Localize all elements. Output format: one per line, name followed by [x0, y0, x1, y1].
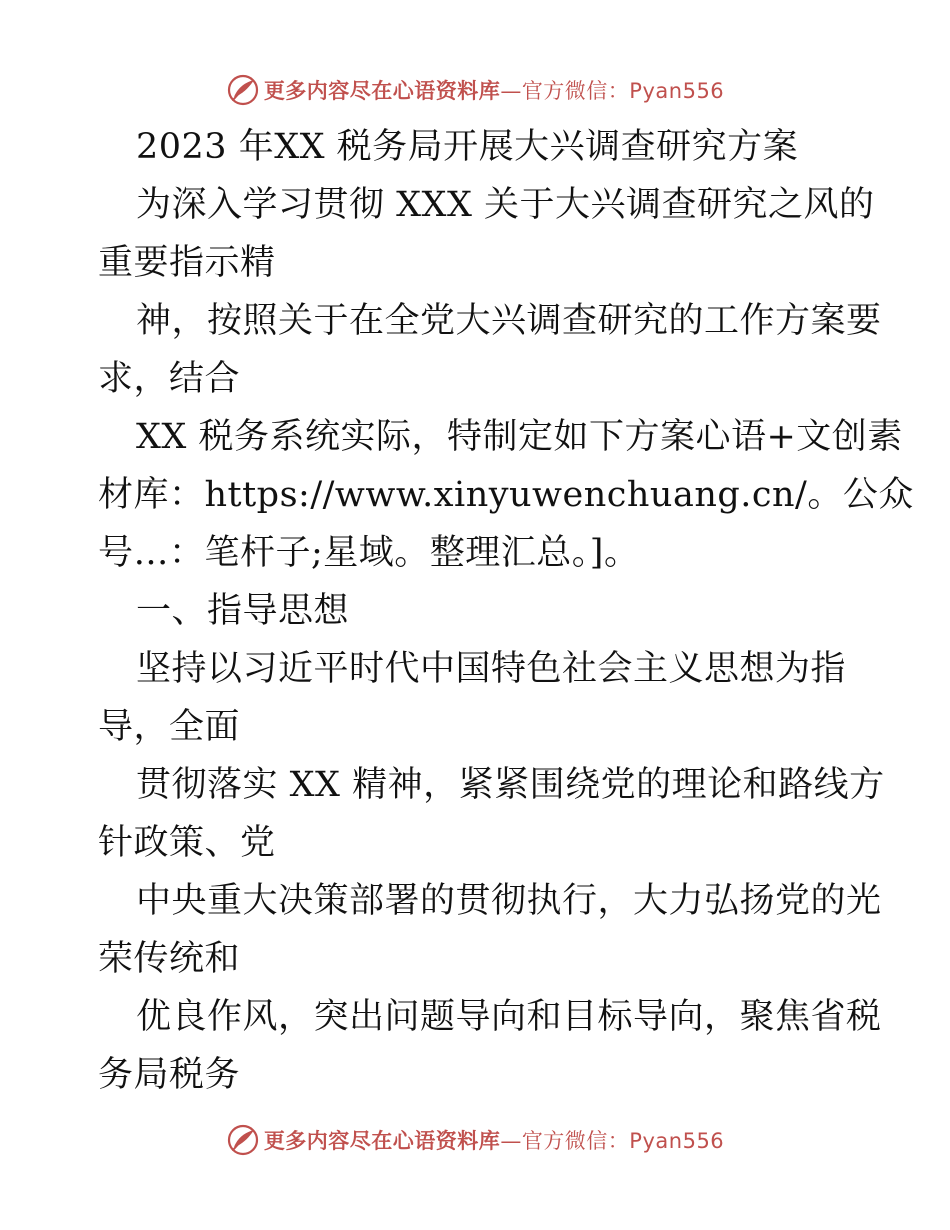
banner-wechat: 官方微信：Pyan556 [521, 79, 725, 103]
paragraph-line: 求，结合 [98, 359, 241, 399]
paragraph-line: 导，全面 [98, 707, 241, 747]
paragraph-line: 贯彻落实 XX 精神，紧紧围绕党的理论和路线方 [136, 765, 885, 805]
banner-wechat: 官方微信：Pyan556 [521, 1129, 725, 1153]
header-watermark-banner [0, 70, 950, 110]
feather-pen-logo-icon [226, 73, 260, 107]
paragraph-line: 荣传统和 [98, 939, 241, 979]
banner-label: 更多内容尽在心语资料库 [263, 79, 501, 103]
footer-watermark-banner [0, 1120, 950, 1160]
paragraph-line: 优良作风，突出问题导向和目标导向，聚焦省税 [136, 997, 882, 1037]
paragraph-line: 号…：笔杆子;星域。整理汇总。]。 [98, 533, 640, 573]
banner-separator: — [500, 79, 522, 103]
paragraph-line: 为深入学习贯彻 XXX 关于大兴调查研究之风的 [136, 185, 875, 225]
paragraph-line: 神，按照关于在全党大兴调查研究的工作方案要 [136, 301, 882, 341]
paragraph-line: 针政策、党 [98, 823, 276, 863]
paragraph-line: 务局税务 [98, 1055, 241, 1095]
paragraph-line: 坚持以习近平时代中国特色社会主义思想为指 [136, 649, 847, 689]
feather-pen-logo-icon [226, 1123, 260, 1157]
banner-label: 更多内容尽在心语资料库 [263, 1129, 501, 1153]
document-body [98, 118, 914, 1104]
document-title: 2023 年XX 税务局开展大兴调查研究方案 [136, 127, 799, 167]
paragraph-line: 中央重大决策部署的贯彻执行，大力弘扬党的光 [136, 881, 882, 921]
paragraph-line: XX 税务系统实际，特制定如下方案心语+文创素 [136, 417, 903, 457]
banner-separator: — [500, 1129, 522, 1153]
paragraph-line: 材库：https://www.xinyuwenchuang.cn/。公众 [98, 475, 914, 515]
section-heading: 一、指导思想 [136, 591, 350, 631]
paragraph-line: 重要指示精 [98, 243, 276, 283]
